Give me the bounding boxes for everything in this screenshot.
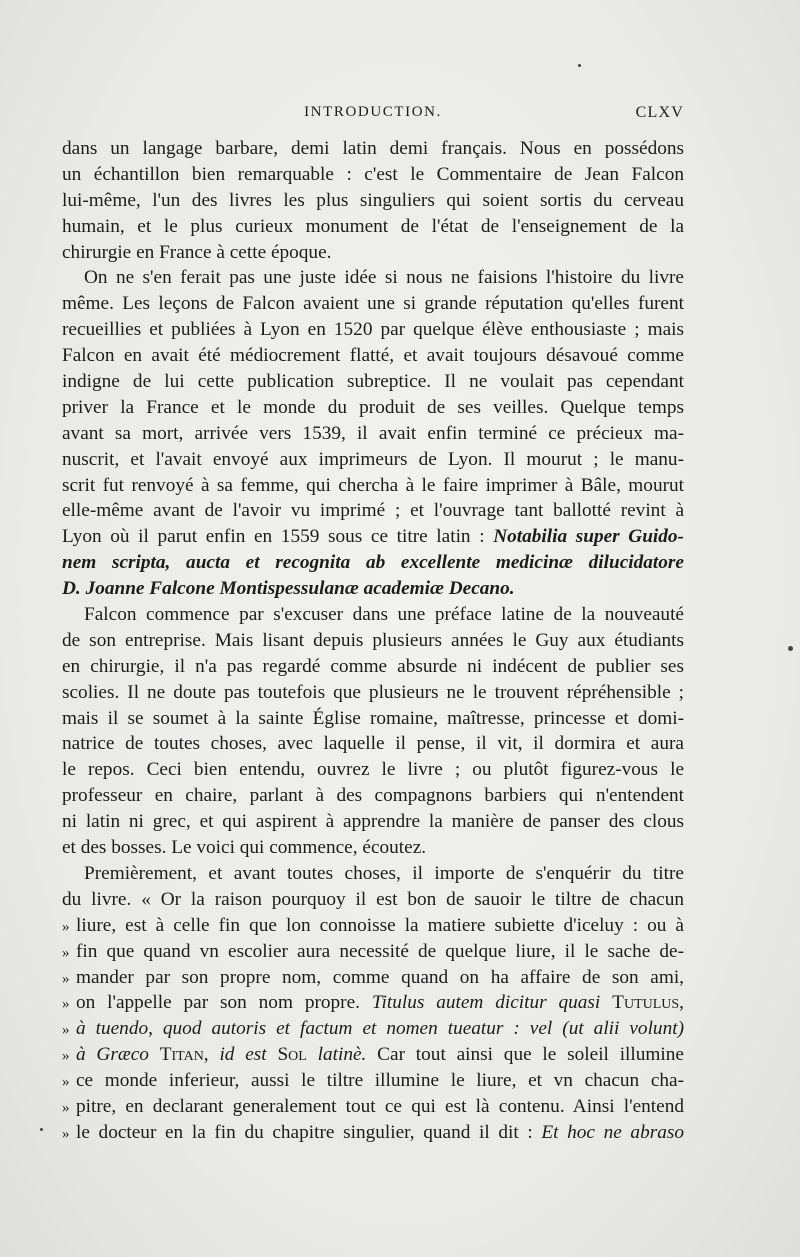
latin-phrase: latinè. bbox=[317, 1044, 367, 1066]
text-line: Falcon en avait été médiocrement flatté, et avait toujours désavoué comme bbox=[62, 345, 684, 367]
quoted-line bbox=[62, 1120, 684, 1146]
text-line: en chirurgie, il n'a pas regardé comme absurde ni indécent de publier ses bbox=[62, 655, 684, 677]
text-segment: Lyon où il parut enfin en 1559 sous ce titre latin : bbox=[62, 526, 485, 548]
text-line: nuscrit, et l'avait envoyé aux imprimeurs de Lyon. Il mourut ; le manu- bbox=[62, 448, 684, 470]
text-line: et des bosses. Le voici qui commence, écoutez. bbox=[62, 837, 427, 859]
ink-speck bbox=[40, 1128, 43, 1131]
quote-mark: » bbox=[62, 1048, 70, 1065]
latin-word: Tutulus, bbox=[612, 992, 684, 1014]
text-line: dans un langage barbare, demi latin demi français. Nous en possédons bbox=[62, 138, 684, 159]
text-line: scrit fut renvoyé à sa femme, qui chercha à le faire imprimer à Bâle, mourut bbox=[62, 474, 684, 496]
text-line: On ne s'en ferait pas une juste idée si nous ne faisions l'histoire du livre bbox=[84, 267, 684, 289]
quoted-line bbox=[62, 1094, 684, 1120]
text-line bbox=[62, 524, 684, 550]
text-line: humain, et le plus curieux monument de l'état de l'enseignement de la bbox=[62, 215, 684, 237]
quote-mark: » bbox=[62, 944, 70, 961]
text-segment: on l'appelle par son nom propre. bbox=[76, 992, 360, 1014]
text-segment: pitre, en declarant generalement tout ce qui est là contenu. Ainsi l'entend bbox=[76, 1095, 684, 1117]
quote-mark: » bbox=[62, 1022, 70, 1039]
text-line: elle-même avant de l'avoir vu imprimé ; et l'ouvrage tant ballotté revint à bbox=[62, 500, 684, 522]
text-line: avant sa mort, arrivée vers 1539, il avait enfin terminé ce précieux ma- bbox=[62, 422, 684, 444]
quoted-line bbox=[62, 965, 684, 991]
body-text bbox=[62, 136, 684, 1146]
text-segment: liure, est à celle fin que lon connoisse la matiere subiette d'iceluy : ou à bbox=[76, 914, 684, 936]
text-line: de son entreprise. Mais lisant depuis plusieurs années le Guy aux étudiants bbox=[62, 629, 684, 651]
quote-mark: » bbox=[62, 996, 70, 1013]
quote-mark: » bbox=[62, 1074, 70, 1091]
latin-title-line: nem scripta, aucta et recognita ab excellente medicinæ dilucidatore bbox=[62, 552, 684, 574]
quoted-line bbox=[62, 1016, 684, 1042]
text-segment: mander par son propre nom, comme quand on ha affaire de son ami, bbox=[76, 966, 684, 988]
page-number: CLXV bbox=[635, 104, 684, 121]
text-line: du livre. « Or la raison pourquoy il est bon de sauoir le tiltre de chacun bbox=[62, 888, 684, 910]
latin-phrase: à Græco bbox=[76, 1044, 149, 1066]
running-head: INTRODUCTION. bbox=[304, 104, 442, 120]
ink-speck bbox=[578, 64, 581, 67]
latin-phrase: à tuendo, quod autoris et factum et nomen tueatur : vel bbox=[76, 1018, 553, 1040]
quote-mark: » bbox=[62, 1099, 70, 1116]
text-line: un échantillon bien remarquable : c'est le Commentaire de Jean Falcon bbox=[62, 163, 684, 185]
quoted-line bbox=[62, 1042, 684, 1068]
text-line: mais il se soumet à la sainte Église romaine, maîtresse, princesse et domi- bbox=[62, 707, 684, 729]
quote-mark: » bbox=[62, 918, 70, 935]
text-segment: fin que quand vn escolier aura necessité de quelque liure, il le sache de- bbox=[76, 940, 684, 962]
text-line: natrice de toutes choses, avec laquelle il pense, il vit, il dormira et aura bbox=[62, 733, 684, 755]
latin-phrase: Et hoc ne abraso bbox=[541, 1121, 684, 1143]
quoted-line bbox=[62, 939, 684, 965]
page-header bbox=[62, 104, 684, 128]
text-line: scolies. Il ne doute pas toutefois que plusieurs ne le trouvent répréhensible ; bbox=[62, 681, 684, 703]
text-line: Falcon commence par s'excuser dans une préface latine de la nouveauté bbox=[84, 604, 684, 626]
quoted-line bbox=[62, 990, 684, 1016]
latin-title-line: D. Joanne Falcone Montispessulanæ academiæ Decano. bbox=[62, 578, 515, 600]
text-segment: le docteur en la fin du chapitre singulier, quand il dit : bbox=[76, 1121, 533, 1143]
text-line: priver la France et le monde du produit de ses veilles. Quelque temps bbox=[62, 396, 684, 418]
latin-word: Titan, bbox=[159, 1044, 209, 1066]
text-segment: Car tout ainsi que le soleil illumine bbox=[377, 1044, 684, 1066]
text-line: même. Les leçons de Falcon avaient une si grande réputation qu'elles furent bbox=[62, 293, 684, 315]
quote-mark: » bbox=[62, 1125, 70, 1142]
text-line: professeur en chaire, parlant à des compagnons barbiers qui n'entendent bbox=[62, 785, 684, 807]
quoted-line bbox=[62, 1068, 684, 1094]
text-line: indigne de lui cette publication subreptice. Il ne voulait pas cependant bbox=[62, 371, 684, 393]
latin-phrase: (ut alii volunt) bbox=[562, 1018, 684, 1040]
text-line: chirurgie en France à cette époque. bbox=[62, 241, 332, 263]
text-line: ni latin ni grec, et qui aspirent à apprendre la manière de panser des clous bbox=[62, 811, 684, 833]
ink-speck bbox=[788, 646, 793, 651]
latin-phrase: Titulus autem dicitur quasi bbox=[371, 992, 601, 1014]
text-line: lui-même, l'un des livres les plus singuliers qui soient sortis du cerveau bbox=[62, 189, 684, 211]
quoted-line bbox=[62, 913, 684, 939]
text-line: Premièrement, et avant toutes choses, il importe de s'enquérir du titre bbox=[84, 862, 684, 884]
text-line: recueillies et publiées à Lyon en 1520 par quelque élève enthousiaste ; mais bbox=[62, 319, 684, 341]
text-line: le repos. Ceci bien entendu, ouvrez le livre ; ou plutôt figurez-vous le bbox=[62, 759, 684, 781]
latin-phrase: id est bbox=[219, 1044, 267, 1066]
text-segment: ce monde inferieur, aussi le tiltre illumine le liure, et vn chacun cha- bbox=[76, 1070, 684, 1092]
quote-mark: » bbox=[62, 970, 70, 987]
latin-word: Sol bbox=[277, 1044, 307, 1066]
latin-title: Notabilia super Guido- bbox=[493, 526, 684, 548]
